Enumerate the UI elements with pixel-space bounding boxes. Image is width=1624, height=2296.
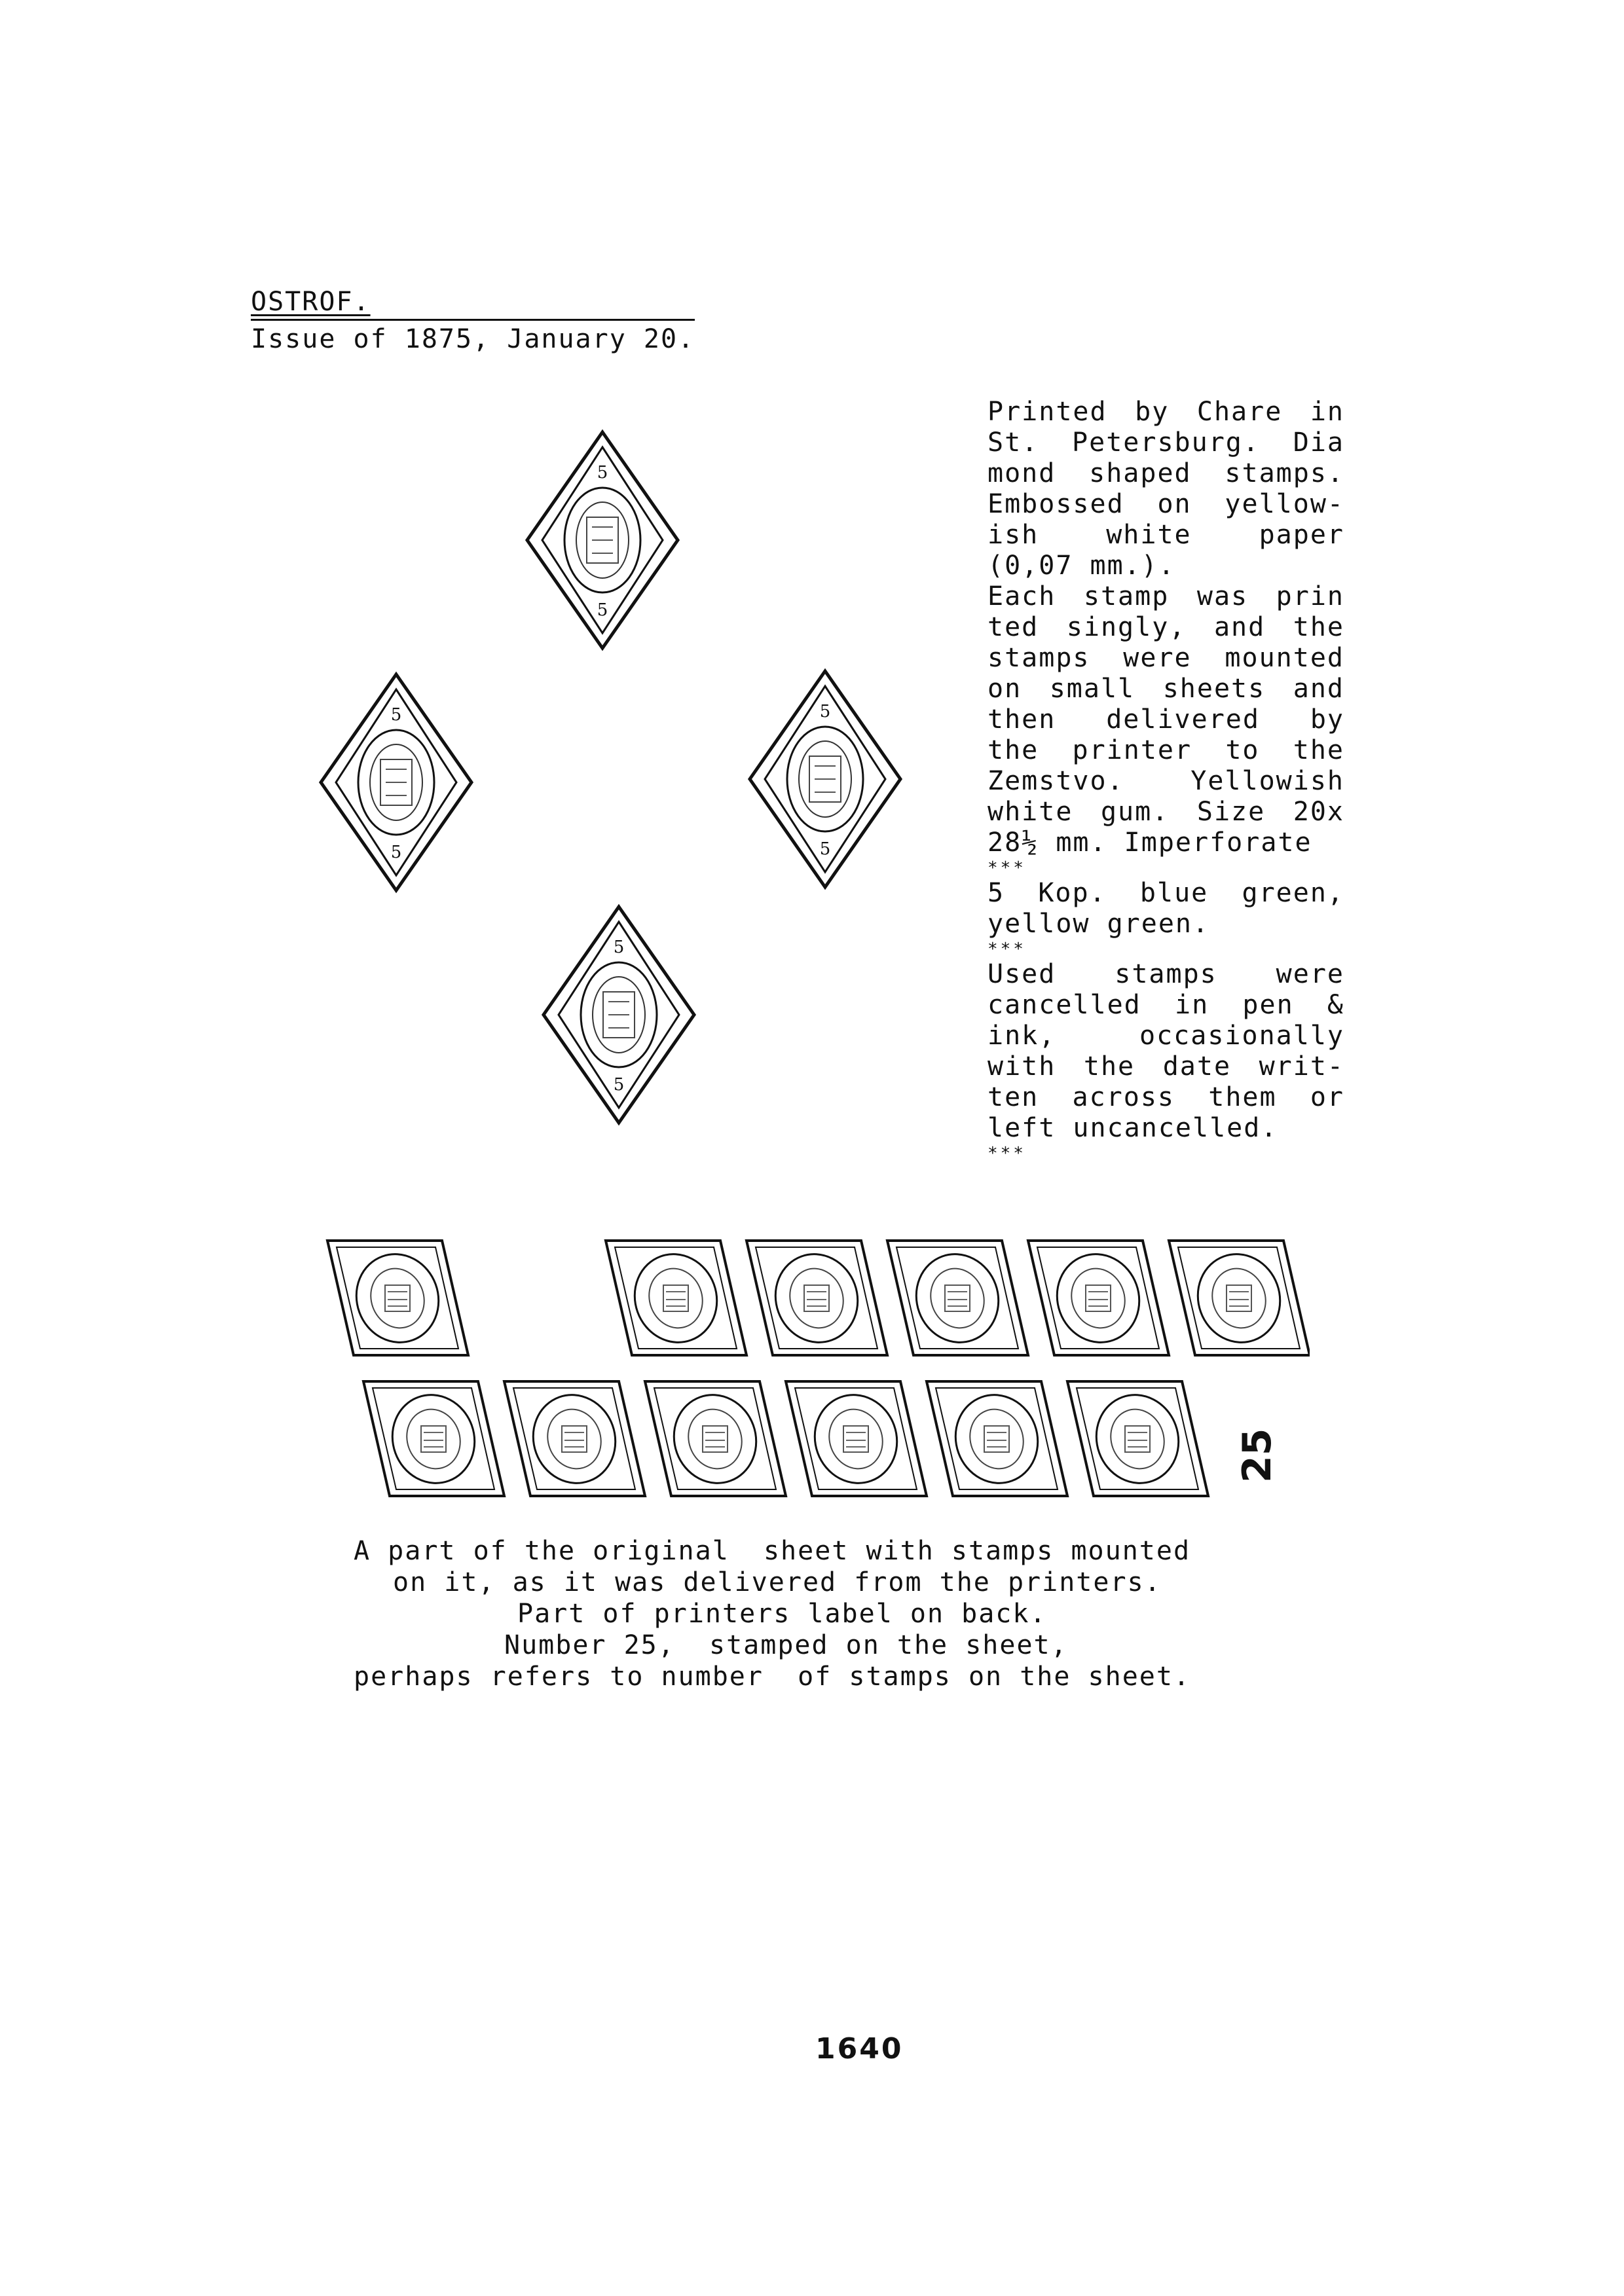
page-heading <box>251 285 695 356</box>
sheet-stamp <box>504 1381 645 1496</box>
stamp-denomination: 5 <box>390 843 402 862</box>
caption-line: on it, as it was delivered from the printers. <box>393 1567 1162 1597</box>
section-title: OSTROF. <box>251 287 371 317</box>
sheet-stamp <box>786 1381 927 1496</box>
page-number: 1640 <box>815 2032 904 2066</box>
sheet-stamp <box>927 1381 1067 1496</box>
stamp-art <box>750 671 900 887</box>
figure-caption <box>354 1535 1283 1692</box>
description-paragraph: Used stamps were cancelled in pen & ink, occasionally with the date writ-ten across them or left uncancelled. <box>987 959 1344 1143</box>
sheet-stamp <box>747 1241 887 1355</box>
separator: *** <box>987 1144 1026 1163</box>
stamp-denomination: 5 <box>613 1075 625 1095</box>
stamp-bottom <box>540 903 697 1126</box>
stamp-right <box>747 668 904 890</box>
sheet-stamp <box>887 1241 1028 1355</box>
sheet-number-mark: 25 <box>1234 1428 1280 1483</box>
caption-line: Number 25, stamped on the sheet, <box>504 1630 1068 1660</box>
description-column <box>987 397 1344 1163</box>
separator: *** <box>987 939 1026 959</box>
stamp-art <box>321 674 471 890</box>
caption-line: perhaps refers to number of stamps on the sheet. <box>354 1662 1191 1692</box>
separator: *** <box>987 858 1026 878</box>
description-paragraph: Each stamp was prin ted singly, and the stamps were mounted on small sheets and then delivered by the printer to the Zemstvo. Yellowish white gum. Size 20x 28½ mm. Imperforate <box>987 581 1344 858</box>
stamp-denomination: 5 <box>597 463 608 483</box>
sheet-stamp <box>1067 1381 1208 1496</box>
stamp-sheet-image <box>301 1221 1310 1535</box>
caption-line: A part of the original sheet with stamps mounted <box>354 1536 1191 1566</box>
issue-subtitle: Issue of 1875, January 20. <box>251 319 695 356</box>
sheet-stamp <box>645 1381 786 1496</box>
sheet-stamp <box>606 1241 747 1355</box>
stamp-denomination: 5 <box>613 938 625 957</box>
sheet-stamp <box>327 1241 468 1355</box>
stamp-denomination: 5 <box>597 600 608 620</box>
stamp-denomination: 5 <box>819 839 831 859</box>
stamp-art <box>527 432 678 648</box>
stamp-left <box>318 671 475 894</box>
caption-line: Part of printers label on back. <box>517 1599 1047 1629</box>
stamp-denomination: 5 <box>390 705 402 725</box>
stamp-top <box>524 429 681 651</box>
description-paragraph: 5 Kop. blue green, yellow green. <box>987 878 1344 939</box>
stamp-art <box>544 907 694 1123</box>
sheet-stamp <box>1169 1241 1310 1355</box>
stamp-denomination: 5 <box>819 702 831 721</box>
description-paragraph: Printed by Chare in St. Petersburg. Dia mond shaped stamps. Embossed on yellow-ish white paper (0,07 mm.). <box>987 397 1344 581</box>
sheet-stamp <box>363 1381 504 1496</box>
sheet-stamp <box>1028 1241 1169 1355</box>
